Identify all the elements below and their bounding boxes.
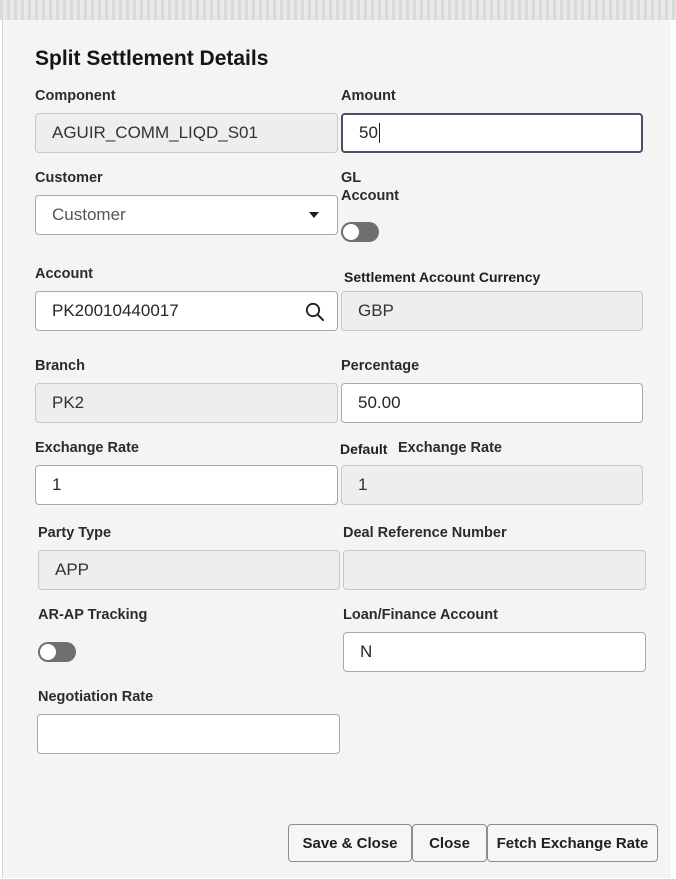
- exchange-rate-label: Exchange Rate: [35, 440, 139, 456]
- customer-label: Customer: [35, 170, 103, 186]
- deal-reference-field: [343, 550, 646, 590]
- default-exchange-rate-field: [341, 465, 643, 505]
- component-value: AGUIR_COMM_LIQD_S01: [52, 123, 258, 142]
- ar-ap-tracking-toggle[interactable]: [38, 642, 76, 662]
- customer-placeholder: Customer: [52, 205, 126, 224]
- search-icon[interactable]: [305, 302, 325, 322]
- deal-reference-label: Deal Reference Number: [343, 525, 507, 541]
- window-top-strip: [0, 0, 676, 20]
- gl-account-toggle[interactable]: [341, 222, 379, 242]
- account-input[interactable]: [35, 291, 338, 331]
- fetch-exchange-rate-button[interactable]: [487, 824, 658, 862]
- component-field: [35, 113, 338, 153]
- toggle-knob: [40, 644, 56, 660]
- default-exchange-rate-label-part2: Exchange Rate: [398, 440, 502, 456]
- ar-ap-tracking-label: AR-AP Tracking: [38, 607, 148, 623]
- default-exchange-rate-label-part1: Default: [340, 441, 388, 457]
- amount-value: 50: [359, 123, 378, 142]
- loan-account-input[interactable]: [343, 632, 646, 672]
- gl-account-label-line1: GL: [341, 170, 362, 186]
- negotiation-rate-input[interactable]: [37, 714, 340, 754]
- account-label: Account: [35, 266, 93, 282]
- branch-value: PK2: [52, 393, 85, 412]
- exchange-rate-value: 1: [52, 475, 62, 494]
- save-close-button[interactable]: [288, 824, 412, 862]
- loan-account-value: N: [360, 642, 373, 661]
- amount-label: Amount: [341, 88, 396, 104]
- dialog-title: Split Settlement Details: [35, 47, 269, 70]
- percentage-label: Percentage: [341, 358, 420, 374]
- branch-field: [35, 383, 338, 423]
- chevron-down-icon: [309, 212, 319, 218]
- loan-account-label: Loan/Finance Account: [343, 607, 498, 623]
- toggle-knob: [343, 224, 359, 240]
- branch-label: Branch: [35, 358, 85, 374]
- percentage-input[interactable]: [341, 383, 643, 423]
- party-type-value: APP: [55, 560, 90, 579]
- settlement-currency-label: Settlement Account Currency: [344, 269, 541, 285]
- text-caret: [379, 123, 380, 143]
- party-type-label: Party Type: [38, 525, 112, 541]
- close-button-label: Close: [429, 834, 470, 852]
- party-type-field: [38, 550, 340, 590]
- default-exchange-rate-value: 1: [358, 475, 368, 494]
- negotiation-rate-label: Negotiation Rate: [38, 689, 154, 705]
- amount-input[interactable]: [341, 113, 643, 153]
- account-value: PK20010440017: [52, 301, 179, 320]
- customer-select[interactable]: [35, 195, 338, 235]
- save-close-button-label: Save & Close: [302, 834, 398, 852]
- settlement-currency-value: GBP: [358, 301, 394, 320]
- exchange-rate-input[interactable]: [35, 465, 338, 505]
- fetch-exchange-rate-button-label: Fetch Exchange Rate: [496, 834, 649, 852]
- component-label: Component: [35, 88, 116, 104]
- gl-account-label-line2: Account: [341, 188, 399, 204]
- close-button[interactable]: [412, 824, 487, 862]
- percentage-value: 50.00: [358, 393, 401, 412]
- settlement-currency-field: [341, 291, 643, 331]
